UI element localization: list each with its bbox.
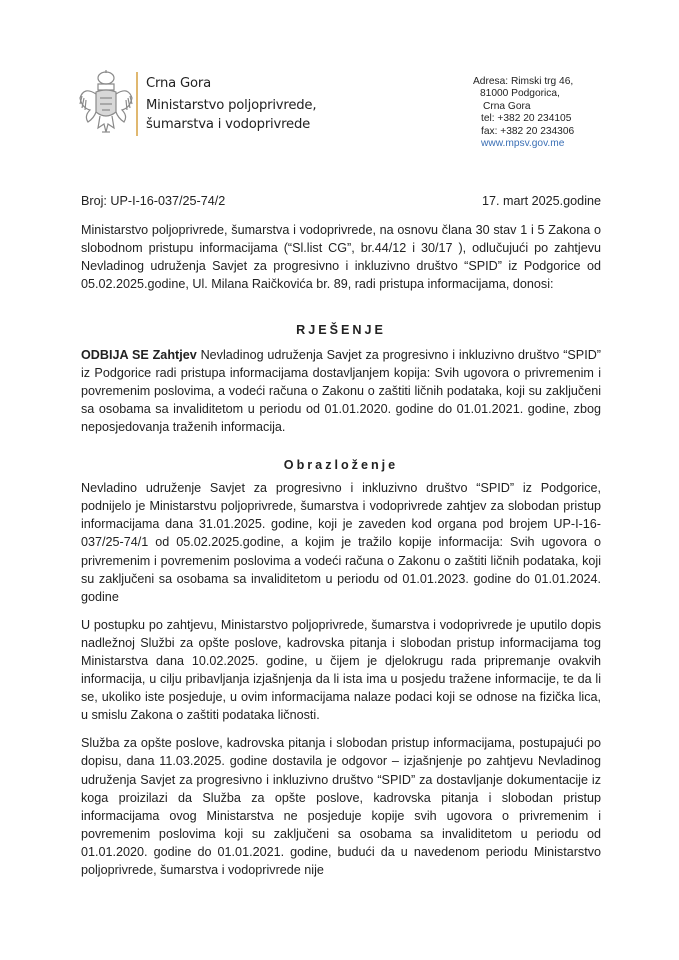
reasoning-paragraph-2: U postupku po zahtjevu, Ministarstvo poljoprivrede, šumarstva i vodoprivrede je uputilo dopis nadležnoj Službi za opšte poslove, kadrovska pitanja i slobodan pristup informacijama tog Ministarstva dana 10.02.2025. godine, u čijem je djelokrugu rada pripremanje ovakvih informacija, u cilju pribavljanja izjašnjenja da li ista ima u posjedu tražene informacije, te da li se, ukoliko iste posjeduje, u ovim informacijama nalaze podaci koji se odnose na fizička lica, u smislu Zakona o zaštiti podataka ličnosti.: [81, 617, 601, 723]
coat-of-arms-icon: [76, 68, 144, 140]
reference-row: [81, 192, 601, 210]
ministry-name-line2: šumarstva i vodoprivrede: [146, 117, 311, 132]
header-divider: [136, 72, 138, 136]
decision-text: Nevladinog udruženja Savjet za progresivno i inkluzivno društvo “SPID” iz Podgorice radi pristupa informacijama dostavljanjem kopija: Svih ugovora o privremenim i povremenim poslovima, a vodeći računa o Zakonu o zaštiti ličnih podataka, koji su zaključeni sa osobama sa invaliditetom u periodu od 01.01.2020. godine do 01.01.2021. godine, zbog neposjedovanja traženih informacija.: [81, 347, 601, 434]
ministry-name-line1: Ministarstvo poljoprivrede,: [146, 98, 317, 113]
document-body: [81, 192, 601, 889]
fax-number: fax: +382 20 234306: [481, 125, 575, 137]
address-street: Adresa: Rimski trg 46,: [473, 76, 574, 87]
address-country: Crna Gora: [483, 100, 531, 112]
country-name: Crna Gora: [146, 76, 212, 91]
ministry-name-block: [146, 74, 316, 134]
contact-address-block: [473, 76, 574, 150]
reference-number: Broj: UP-I-16-037/25-74/2: [81, 194, 226, 208]
phone-number: tel: +382 20 234105: [481, 113, 572, 125]
address-city: 81000 Podgorica,: [480, 88, 560, 100]
reasoning-paragraph-1: Nevladino udruženje Savjet za progresivno i inkluzivno društvo “SPID” iz Podgorice, podnijelo je Ministarstvu poljoprivrede, šumarstva i vodoprivrede zahtjev za slobodan pristup informacijama dana 31.01.2025. godine, koji je zaveden kod organa pod brojem UP-I-16-037/25-74/1 od 05.02.2025.godine, a kojim je tražilo kopije informacija: Svih ugovora o privremenim i povremenim poslovima a vodeći računa o Zakonu o zaštiti ličnih podataka, koji su zaključeni sa osobama sa invaliditetom u periodu od 01.01.2023. godine do 01.01.2024. godine: [81, 481, 601, 604]
intro-paragraph: Ministarstvo poljoprivrede, šumarstva i vodoprivrede, na osnovu člana 30 stav 1 i 5 Zakona o slobodnom pristupu informacijama (“Sl.list CG”, br.44/12 i 30/17 ), odlučujući po zahtjevu Nevladinog udruženja Savjet za progresivno i inkluzivno društvo “SPID” iz Podgorice od 05.02.2025.godine, Ul. Milana Raičkovića br. 89, radi pristupa informacijama, donosi:: [81, 223, 601, 292]
letterhead: [0, 0, 679, 160]
reasoning-title: Obrazloženje: [283, 458, 399, 473]
website-link[interactable]: www.mpsv.gov.me: [481, 138, 565, 150]
decision-title: RJEŠENJE: [296, 323, 386, 338]
decision-bold-lead: ODBIJA SE Zahtjev: [81, 347, 197, 362]
document-date: 17. mart 2025.godine: [481, 194, 601, 208]
reasoning-paragraph-3: Služba za opšte poslove, kadrovska pitanja i slobodan pristup informacijama, postupajući po dopisu, dana 11.03.2025. godine dostavila je odgovor – izjašnjenje po zahtjevu Nevladinog udruženja Savjet za progresivno i inkluzivno društvo “SPID” za dostavljanje dokumentacije iz koga proizilazi da Služba za opšte poslove, kadrovska pitanja i slobodan pristup informacijama ovog Ministarstva ne posjeduje kopije svih ugovora o privremenim i povremenim poslovima koji su zaključeni sa osobama sa invaliditetom u periodu od 01.01.2020. godine do 01.01.2021. godine, budući da u navedenom periodu Ministarstvo poljoprivrede, šumarstva i vodoprivrede nije: [81, 736, 601, 877]
decision-paragraph: [81, 346, 601, 436]
